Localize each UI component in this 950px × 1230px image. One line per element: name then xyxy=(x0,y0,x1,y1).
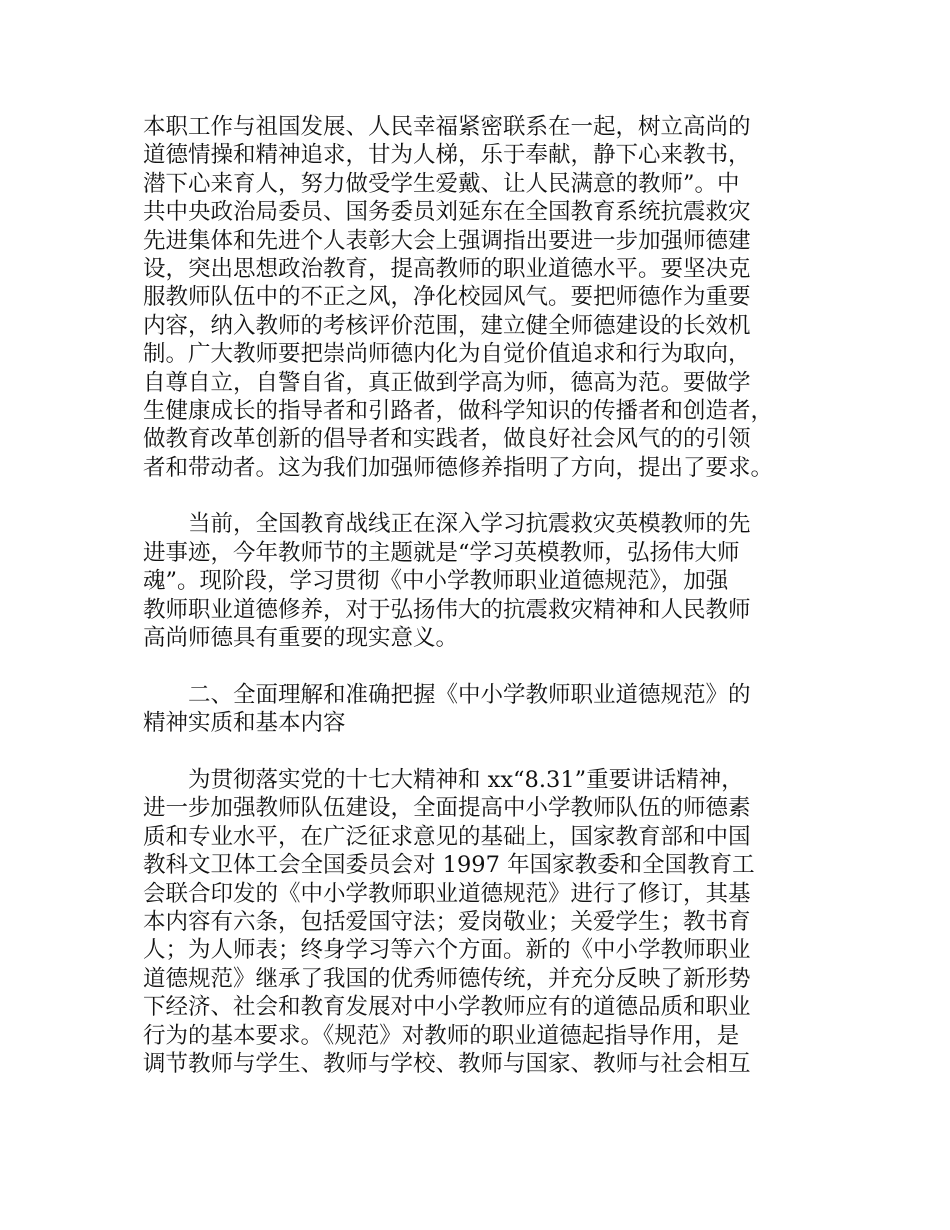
text-line: 质和专业水平，在广泛征求意见的基础上，国家教育部和中国 xyxy=(143,823,751,850)
text-line: 本职工作与祖国发展、人民幸福紧密联系在一起，树立高尚的 xyxy=(143,114,751,140)
text-line: 行为的基本要求。《规范》对教师的职业道德起指导作用，是 xyxy=(143,1022,740,1049)
document-page xyxy=(143,113,823,1078)
text-line: 魂”。现阶段，学习贯彻《中小学教师职业道德规范》，加强 xyxy=(143,568,729,595)
text-line: 进一步加强教师队伍建设，全面提高中小学教师队伍的师德素 xyxy=(143,795,751,822)
text-line: 服教师队伍中的不正之风，净化校园风气。要把师德作为重要 xyxy=(143,284,751,311)
paragraph-norms xyxy=(143,766,823,1078)
paragraph-spacer xyxy=(143,738,823,766)
paragraph-spacer xyxy=(143,652,823,680)
text-line: 道德情操和精神追求，甘为人梯，乐于奉献，静下心来教书， xyxy=(143,142,751,169)
text-line: 共中央政治局委员、国务委员刘延东在全国教育系统抗震救灾 xyxy=(143,199,751,226)
text-line: 进事迹，今年教师节的主题就是“学习英模教师，弘扬伟大师 xyxy=(143,539,740,566)
paragraph-continued xyxy=(143,113,823,482)
text-line: 教师职业道德修养，对于弘扬伟大的抗震救灾精神和人民教师 xyxy=(143,596,751,623)
text-line: 当前，全国教育战线正在深入学习抗震救灾英模教师的先 xyxy=(143,511,751,538)
heading-line: 精神实质和基本内容 xyxy=(143,710,346,737)
text-line: 高尚师德具有重要的现实意义。 xyxy=(143,625,459,652)
text-line: 者和带动者。这为我们加强师德修养指明了方向，提出了要求。 xyxy=(143,454,774,481)
paragraph-spacer xyxy=(143,482,823,510)
text-line: 调节教师与学生、教师与学校、教师与国家、教师与社会相互 xyxy=(143,1050,751,1077)
text-line: 先进集体和先进个人表彰大会上强调指出要进一步加强师德建 xyxy=(143,227,751,254)
text-line: 生健康成长的指导者和引路者，做科学知识的传播者和创造者， xyxy=(143,397,774,424)
text-line: 制。广大教师要把崇尚师德内化为自觉价值追求和行为取向， xyxy=(143,341,751,368)
text-line: 下经济、社会和教育发展对中小学教师应有的道德品质和职业 xyxy=(143,994,751,1021)
heading-line: 二、全面理解和准确把握《中小学教师职业道德规范》的 xyxy=(143,681,751,708)
text-line: 道德规范》继承了我国的优秀师德传统，并充分反映了新形势 xyxy=(143,965,751,992)
paragraph-current-study xyxy=(143,510,823,652)
section-heading xyxy=(143,681,823,738)
text-line: 教科文卫体工会全国委员会对 1997 年国家教委和全国教育工 xyxy=(143,852,755,879)
text-line: 潜下心来育人，努力做受学生爱戴、让人民满意的教师”。中 xyxy=(143,170,740,197)
text-line: 本内容有六条，包括爱国守法；爱岗敬业；关爱学生；教书育 xyxy=(143,908,751,935)
text-line: 人；为人师表；终身学习等六个方面。新的《中小学教师职业 xyxy=(143,937,751,964)
text-line: 做教育改革创新的倡导者和实践者，做良好社会风气的的引领 xyxy=(143,426,751,453)
text-line: 为贯彻落实党的十七大精神和 xx“8.31”重要讲话精神， xyxy=(143,766,744,793)
text-line: 自尊自立，自警自省，真正做到学高为师，德高为范。要做学 xyxy=(143,369,751,396)
text-line: 会联合印发的《中小学教师职业道德规范》进行了修订，其基 xyxy=(143,880,751,907)
text-line: 内容，纳入教师的考核评价范围，建立健全师德建设的长效机 xyxy=(143,312,751,339)
text-line: 设，突出思想政治教育，提高教师的职业道德水平。要坚决克 xyxy=(143,255,751,282)
